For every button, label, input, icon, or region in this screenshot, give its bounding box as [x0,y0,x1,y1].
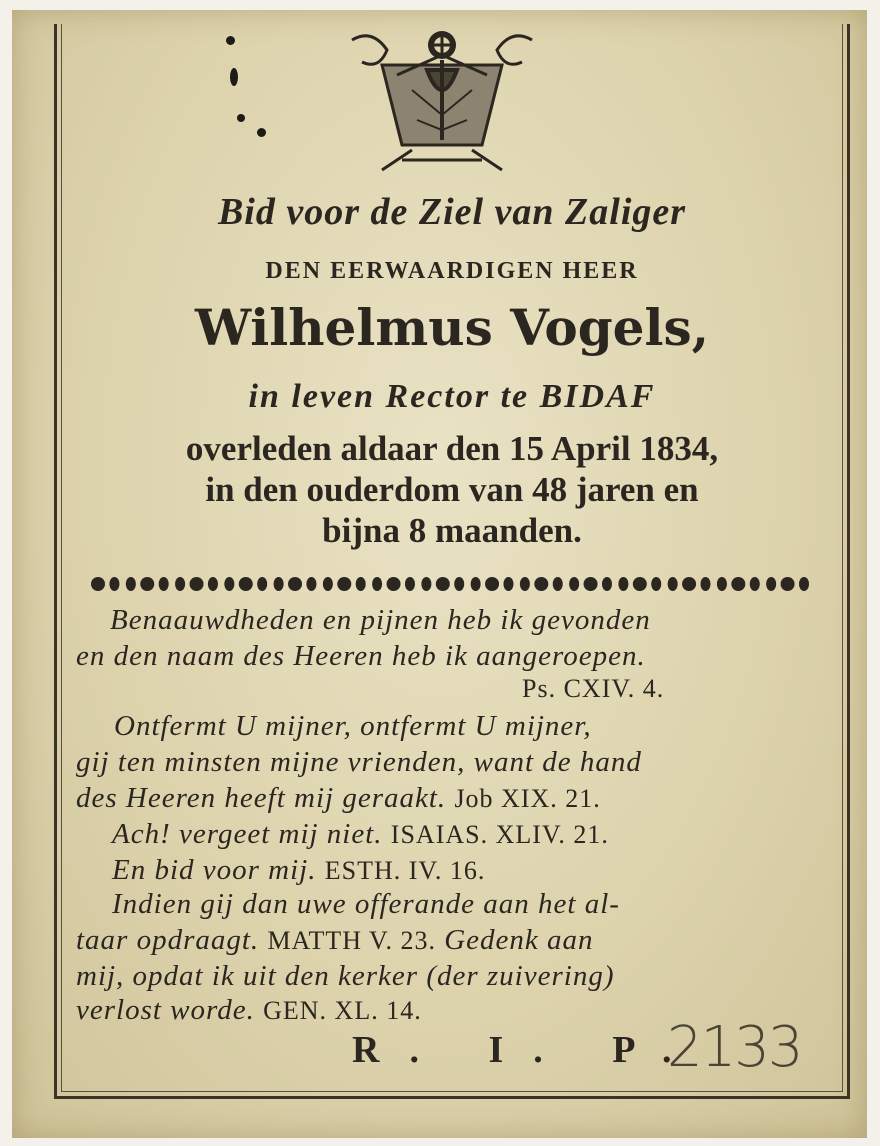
verse-line: Benaauwdheden en pijnen heb ik gevonden [110,604,651,636]
verse-line: des Heeren heeft mij geraakt. Job XIX. 21. [76,782,601,814]
divider-bead [633,577,647,591]
age-line: in den ouderdom van 48 jaren en [205,470,699,509]
divider-bead [503,577,513,591]
subheading-line: DEN EERWAARDIGEN HEER [265,258,639,284]
divider-bead [224,577,234,591]
divider-bead [651,577,661,591]
divider-bead [109,577,119,591]
divider-bead [668,577,678,591]
divider-bead [618,577,628,591]
divider-bead [553,577,563,591]
divider-bead [717,577,727,591]
divider-bead [485,577,499,591]
divider-bead [387,577,401,591]
verse-line: taar opdraagt. MATTH V. 23. Gedenk aan [76,924,594,956]
ink-spot [230,68,238,86]
divider-bead [190,577,204,591]
heading-line: Bid voor de Ziel van Zaliger [217,191,687,233]
verse-line: En bid voor mij. ESTH. IV. 16. [112,854,486,886]
divider-bead [471,577,481,591]
divider-bead [766,577,776,591]
age-line-end: bijna 8 maanden. [322,511,582,550]
divider-bead [356,577,366,591]
ink-spot [226,36,235,45]
chalice-emblem-icon [342,20,542,175]
rip-closing: R. I. P. [352,1029,702,1071]
divider-bead [454,577,464,591]
divider-bead [239,577,253,591]
divider-bead [799,577,809,591]
divider-bead [584,577,598,591]
divider-bead [421,577,431,591]
divider-bead [700,577,710,591]
divider-bead [140,577,154,591]
divider-bead [257,577,267,591]
divider-bead [602,577,612,591]
divider-bead [436,577,450,591]
divider-bead [405,577,415,591]
decorative-bead-divider [88,572,814,596]
verse-line: Indien gij dan uwe offerande aan het al- [112,888,620,920]
divider-bead [337,577,351,591]
divider-bead [520,577,530,591]
verse-line: Ach! vergeet mij niet. ISAIAS. XLIV. 21. [112,818,609,850]
divider-bead [682,577,696,591]
verse-line: verlost worde. GEN. XL. 14. [76,994,422,1026]
divider-bead [323,577,333,591]
verse-line: en den naam des Heeren heb ik aangeroepen. [76,640,646,672]
death-details [72,428,832,551]
verse-line: mij, opdat ik uit den kerker (der zuivering) [76,960,615,992]
deceased-name: Wilhelmus Vogels, [194,298,710,357]
death-line: overleden aldaar den 15 April 1834, [185,429,719,468]
divider-bead [159,577,169,591]
divider-bead [91,577,105,591]
verse-line: Ontfermt U mijner, ontfermt U mijner, [114,710,592,742]
verse-reference: Ps. CXIV. 4. [522,674,665,703]
divider-bead [569,577,579,591]
divider-bead [781,577,795,591]
divider-bead [372,577,382,591]
role-line: in leven Rector te BIDAF [248,378,656,415]
divider-bead [750,577,760,591]
divider-bead [175,577,185,591]
divider-bead [534,577,548,591]
ink-spot [257,128,266,137]
divider-bead [306,577,316,591]
ink-spot [237,114,245,122]
memorial-card [12,10,867,1138]
divider-bead [126,577,136,591]
divider-bead [274,577,284,591]
handwritten-number: 2133 [667,1015,802,1080]
divider-bead [208,577,218,591]
divider-bead [288,577,302,591]
divider-bead [731,577,745,591]
verse-line: gij ten minsten mijne vrienden, want de hand [76,746,642,778]
